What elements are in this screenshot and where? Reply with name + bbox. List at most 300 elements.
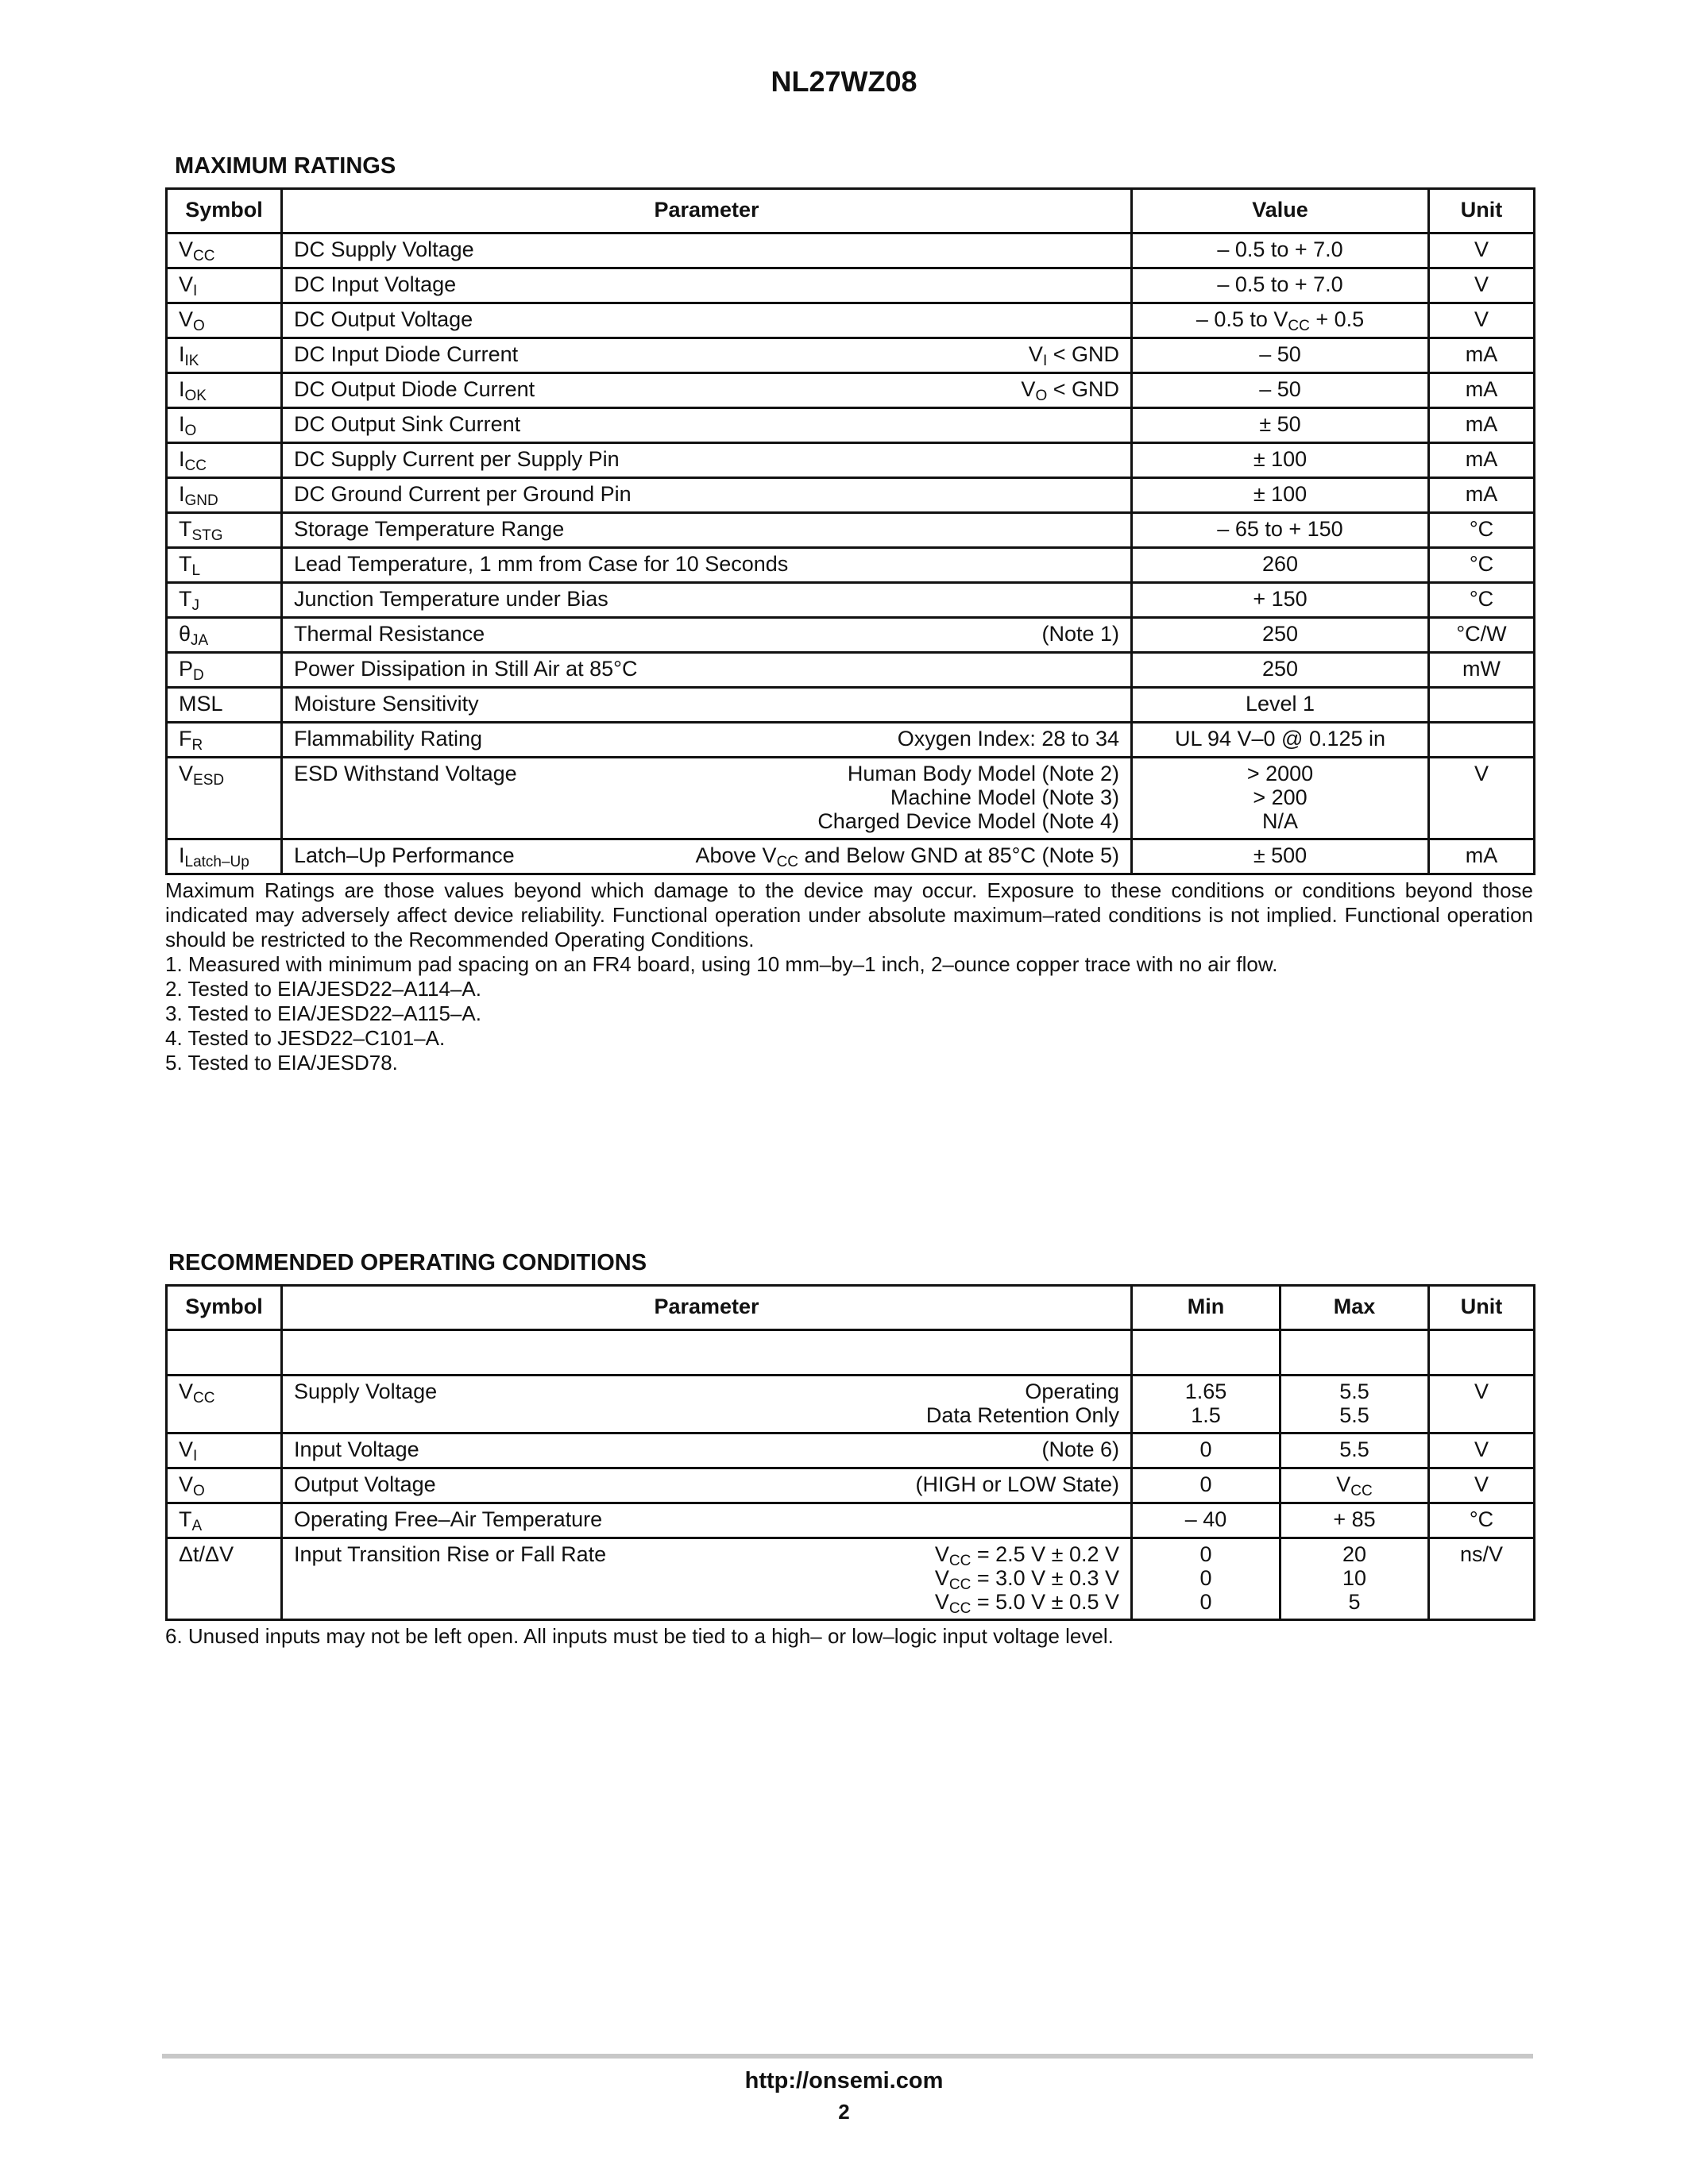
footer-rule	[162, 2054, 1533, 2059]
table-row	[167, 1376, 1535, 1433]
parameter-name: Latch–Up Performance	[294, 843, 515, 867]
parameter-wrap	[294, 1437, 1119, 1462]
parameter-name: DC Input Diode Current	[294, 342, 519, 366]
unit-cell: V	[1429, 303, 1535, 338]
parameter-name: DC Supply Current per Supply Pin	[294, 447, 620, 471]
condition-line: Operating	[1025, 1379, 1119, 1403]
parameter-cell	[282, 373, 1132, 408]
parameter-cell	[282, 408, 1132, 443]
rec-conditions-blank-row	[167, 1330, 1535, 1376]
min-value-line: 0	[1199, 1590, 1212, 1614]
parameter-wrap	[294, 762, 1119, 833]
parameter-cell	[282, 688, 1132, 723]
parameter-wrap	[294, 412, 1119, 437]
value-text: ± 100	[1253, 482, 1308, 506]
table-row	[167, 1433, 1535, 1468]
table-row	[167, 478, 1535, 513]
value-line: N/A	[1261, 809, 1298, 833]
unit-cell: mA	[1429, 443, 1535, 478]
vcc-condition-text: = 5.0 V ± 0.5 V	[971, 1590, 1119, 1614]
parameter-name: Thermal Resistance	[294, 622, 485, 646]
col-header-min: Min	[1132, 1286, 1280, 1330]
symbol-text: I	[179, 342, 185, 366]
footnote: 2. Tested to EIA/JESD22–A114–A.	[165, 977, 481, 1001]
symbol-cell	[167, 1503, 282, 1538]
max-value	[1292, 1437, 1416, 1461]
parameter-cell	[282, 338, 1132, 373]
table-row	[167, 583, 1535, 618]
max-value-subscript: CC	[1350, 1483, 1373, 1499]
col-header-parameter: Parameter	[282, 189, 1132, 233]
condition-text: < GND	[1047, 342, 1119, 366]
parameter-condition	[1029, 342, 1119, 367]
parameter-cell	[282, 478, 1132, 513]
parameter-wrap	[294, 552, 1119, 577]
condition-text: V	[1028, 342, 1043, 366]
symbol-subscript: O	[193, 318, 205, 334]
col-header-symbol: Symbol	[167, 189, 282, 233]
vcc-condition-text: = 2.5 V ± 0.2 V	[971, 1542, 1119, 1566]
symbol-subscript: L	[191, 562, 201, 579]
parameter-cell	[282, 839, 1132, 874]
symbol-cell	[167, 548, 282, 583]
value-cell	[1132, 548, 1429, 583]
table-row	[167, 1468, 1535, 1503]
symbol-cell	[167, 1538, 282, 1620]
table-row	[167, 373, 1535, 408]
max-value-line: 10	[1342, 1566, 1367, 1590]
parameter-name: Power Dissipation in Still Air at 85°C	[294, 657, 638, 681]
col-header-value: Value	[1132, 189, 1429, 233]
min-value	[1144, 1542, 1268, 1614]
parameter-condition	[915, 1472, 1119, 1496]
vcc-condition-subscript: CC	[948, 1576, 971, 1593]
condition-line: (Note 6)	[1041, 1437, 1119, 1461]
value-text: ± 100	[1253, 447, 1308, 471]
parameter-cell	[282, 1503, 1132, 1538]
table-row	[167, 618, 1535, 653]
vcc-condition-subscript: CC	[948, 1553, 971, 1569]
min-value-line: 1.5	[1191, 1403, 1221, 1427]
vcc-condition-text: V	[934, 1542, 949, 1566]
symbol-subscript: JA	[191, 632, 209, 649]
symbol-text: V	[179, 762, 194, 785]
col-header-max: Max	[1280, 1286, 1429, 1330]
max-value-text: V	[1336, 1472, 1351, 1496]
min-value	[1144, 1472, 1268, 1496]
value-text: – 0.5 to + 7.0	[1217, 272, 1343, 296]
condition-text: Oxygen Index: 28 to 34	[897, 727, 1119, 751]
max-cell	[1280, 1376, 1429, 1433]
parameter-cell	[282, 1433, 1132, 1468]
parameter-name: Storage Temperature Range	[294, 517, 565, 541]
symbol-cell	[167, 443, 282, 478]
symbol-cell	[167, 233, 282, 268]
symbol-cell	[167, 303, 282, 338]
value-text: + 0.5	[1309, 307, 1365, 331]
symbol-text: I	[179, 412, 185, 436]
parameter-cell	[282, 303, 1132, 338]
value-text: 250	[1261, 622, 1299, 646]
col-header-unit: Unit	[1429, 1286, 1535, 1330]
parameter-cell	[282, 268, 1132, 303]
max-value-line: + 85	[1333, 1507, 1376, 1531]
parameter-cell	[282, 513, 1132, 548]
value-text: 250	[1261, 657, 1299, 681]
value-text: – 50	[1259, 377, 1301, 401]
max-ratings-header-row	[167, 189, 1535, 233]
symbol-cell	[167, 688, 282, 723]
col-header-unit: Unit	[1429, 189, 1535, 233]
symbol-text: P	[179, 657, 194, 681]
condition-subscript: CC	[776, 854, 799, 870]
unit-cell	[1429, 688, 1535, 723]
parameter-wrap	[294, 307, 1119, 332]
parameter-cell	[282, 758, 1132, 839]
symbol-cell	[167, 758, 282, 839]
condition-line: (HIGH or LOW State)	[915, 1472, 1119, 1496]
min-cell	[1132, 1538, 1280, 1620]
min-value-line: – 40	[1184, 1507, 1227, 1531]
symbol-cell	[167, 1376, 282, 1433]
max-ratings-table	[165, 187, 1535, 875]
parameter-name: DC Output Diode Current	[294, 377, 535, 401]
condition-text: (Note 1)	[1041, 622, 1119, 646]
symbol-cell	[167, 583, 282, 618]
unit-cell: mW	[1429, 653, 1535, 688]
parameter-cell	[282, 1376, 1132, 1433]
min-value	[1144, 1507, 1268, 1531]
max-value	[1292, 1507, 1416, 1531]
parameter-cell	[282, 618, 1132, 653]
min-cell	[1132, 1503, 1280, 1538]
symbol-text: Δt/ΔV	[179, 1542, 234, 1566]
symbol-subscript: STG	[191, 527, 223, 544]
value	[1196, 307, 1365, 334]
table-row	[167, 233, 1535, 268]
table-row	[167, 723, 1535, 758]
unit-cell: mA	[1429, 478, 1535, 513]
symbol-subscript: CC	[193, 248, 215, 264]
footnote: 3. Tested to EIA/JESD22–A115–A.	[165, 1001, 481, 1025]
condition-line	[934, 1590, 1119, 1617]
parameter-condition	[926, 1379, 1119, 1427]
value-text: – 0.5 to V	[1196, 307, 1288, 331]
value-text: ± 500	[1253, 843, 1308, 867]
value-cell	[1132, 303, 1429, 338]
value-cell	[1132, 513, 1429, 548]
symbol-cell	[167, 618, 282, 653]
condition	[1021, 377, 1119, 404]
parameter-name: Supply Voltage	[294, 1379, 438, 1403]
parameter-cell	[282, 653, 1132, 688]
symbol-text: V	[179, 1472, 194, 1496]
value-cell	[1132, 839, 1429, 874]
symbol-cell	[167, 1433, 282, 1468]
max-ratings-title: MAXIMUM RATINGS	[175, 153, 396, 179]
min-value-line: 0	[1199, 1437, 1212, 1461]
min-value	[1144, 1379, 1268, 1427]
page-number: 2	[838, 2100, 850, 2124]
max-cell	[1280, 1503, 1429, 1538]
min-value-line: 1.65	[1184, 1379, 1227, 1403]
unit-cell: °C	[1429, 513, 1535, 548]
unit-cell: mA	[1429, 373, 1535, 408]
value-cell	[1132, 443, 1429, 478]
max-ratings-disclaimer: Maximum Ratings are those values beyond which damage to the device may occur. Exposure to these conditions or conditions beyond those indicated may adversely affect device reliability. Functional operation under absolute maximum–rated conditions is not implied. Functional operation should be restricted to the Recommended Operating Conditions.	[165, 878, 1533, 951]
symbol-subscript: ESD	[193, 772, 225, 789]
parameter-wrap	[294, 843, 1119, 868]
vcc-condition	[934, 1566, 1119, 1593]
parameter-name: Input Voltage	[294, 1437, 419, 1461]
symbol-text: V	[179, 307, 194, 331]
symbol-text: I	[179, 843, 185, 867]
max-value-line: 5.5	[1339, 1379, 1369, 1403]
value-cell	[1132, 338, 1429, 373]
parameter-name: DC Output Sink Current	[294, 412, 521, 436]
symbol-subscript: D	[193, 667, 204, 684]
max-value	[1336, 1472, 1373, 1499]
value-text: – 0.5 to + 7.0	[1217, 237, 1343, 261]
max-value-line: 20	[1342, 1542, 1367, 1566]
max-value-line: 5.5	[1339, 1403, 1369, 1427]
condition	[1028, 342, 1119, 369]
unit-cell: mA	[1429, 839, 1535, 874]
parameter-name: DC Ground Current per Ground Pin	[294, 482, 632, 506]
parameter-cell	[282, 548, 1132, 583]
parameter-wrap	[294, 1379, 1119, 1427]
unit-cell: °C	[1429, 548, 1535, 583]
parameter-cell	[282, 723, 1132, 758]
condition-text: and Below GND at 85°C (Note 5)	[798, 843, 1119, 867]
unit-cell: V	[1429, 1468, 1535, 1503]
symbol-text: I	[179, 447, 185, 471]
table-row	[167, 1503, 1535, 1538]
rec-conditions-table	[165, 1284, 1535, 1621]
parameter-wrap	[294, 342, 1119, 367]
footer-url: http://onsemi.com	[744, 2068, 944, 2093]
parameter-name: Operating Free–Air Temperature	[294, 1507, 603, 1531]
footnote: 1. Measured with minimum pad spacing on an FR4 board, using 10 mm–by–1 inch, 2–ounce copper trace with no air flow.	[165, 952, 1278, 976]
symbol-subscript: Latch–Up	[184, 854, 249, 870]
min-cell	[1132, 1433, 1280, 1468]
unit-cell	[1429, 723, 1535, 758]
parameter-wrap	[294, 237, 1119, 262]
col-header-symbol: Symbol	[167, 1286, 282, 1330]
rec-conditions-header-row	[167, 1286, 1535, 1330]
max-value	[1292, 1379, 1416, 1427]
condition	[817, 762, 1119, 833]
parameter-condition	[817, 762, 1119, 833]
vcc-condition-text: V	[934, 1566, 949, 1590]
value-cell	[1132, 653, 1429, 688]
value-line: > 2000	[1246, 762, 1314, 785]
table-row	[167, 758, 1535, 839]
parameter-cell	[282, 583, 1132, 618]
symbol-text: I	[179, 377, 185, 401]
symbol-text: T	[179, 1507, 192, 1531]
table-row	[167, 338, 1535, 373]
min-value-line: 0	[1199, 1566, 1212, 1590]
parameter-condition	[1021, 377, 1119, 402]
max-value-line: 5.5	[1339, 1437, 1369, 1461]
symbol-text: V	[179, 1379, 194, 1403]
symbol-cell	[167, 268, 282, 303]
parameter-wrap	[294, 727, 1119, 751]
min-cell	[1132, 1376, 1280, 1433]
condition	[934, 1542, 1119, 1617]
value	[1144, 762, 1416, 833]
symbol-text: V	[179, 237, 194, 261]
table-row	[167, 513, 1535, 548]
value-subscript: CC	[1288, 318, 1310, 334]
max-value-line: 5	[1348, 1590, 1361, 1614]
symbol-cell	[167, 373, 282, 408]
condition	[695, 843, 1119, 870]
condition-line	[934, 1542, 1119, 1569]
parameter-name: ESD Withstand Voltage	[294, 762, 517, 785]
symbol-cell	[167, 513, 282, 548]
condition-line	[934, 1566, 1119, 1593]
parameter-wrap	[294, 517, 1119, 542]
condition	[926, 1379, 1119, 1427]
rec-conditions-title: RECOMMENDED OPERATING CONDITIONS	[168, 1250, 647, 1275]
parameter-wrap	[294, 482, 1119, 507]
symbol-subscript: O	[184, 423, 197, 439]
document-title: NL27WZ08	[771, 65, 917, 98]
value-cell	[1132, 408, 1429, 443]
parameter-cell	[282, 443, 1132, 478]
value-cell	[1132, 618, 1429, 653]
parameter-wrap	[294, 1542, 1119, 1617]
value-text: – 65 to + 150	[1217, 517, 1343, 541]
table-row	[167, 268, 1535, 303]
min-value-line: 0	[1199, 1542, 1212, 1566]
table-row	[167, 548, 1535, 583]
vcc-condition-subscript: CC	[948, 1600, 971, 1617]
parameter-name: Moisture Sensitivity	[294, 692, 479, 716]
table-row	[167, 653, 1535, 688]
symbol-cell	[167, 478, 282, 513]
value-cell	[1132, 478, 1429, 513]
parameter-wrap	[294, 1472, 1119, 1497]
unit-cell: V	[1429, 233, 1535, 268]
symbol-subscript: O	[193, 1483, 205, 1499]
parameter-wrap	[294, 377, 1119, 402]
table-row	[167, 1538, 1535, 1620]
parameter-name: DC Input Voltage	[294, 272, 457, 296]
min-value-line: 0	[1199, 1472, 1212, 1496]
parameter-wrap	[294, 272, 1119, 297]
symbol-text: I	[179, 482, 185, 506]
condition-line: Machine Model (Note 3)	[890, 785, 1119, 809]
symbol-subscript: GND	[184, 492, 218, 509]
vcc-condition	[934, 1542, 1119, 1569]
parameter-name: Lead Temperature, 1 mm from Case for 10 Seconds	[294, 552, 789, 576]
symbol-cell	[167, 723, 282, 758]
parameter-condition	[1041, 1437, 1119, 1461]
parameter-name: DC Supply Voltage	[294, 237, 474, 261]
symbol-subscript: I	[193, 1448, 198, 1464]
table-row	[167, 408, 1535, 443]
value-text: + 150	[1253, 587, 1308, 611]
symbol-text: θ	[179, 622, 191, 646]
parameter-name: Junction Temperature under Bias	[294, 587, 608, 611]
parameter-name: Output Voltage	[294, 1472, 436, 1496]
vcc-condition-text: = 3.0 V ± 0.3 V	[971, 1566, 1119, 1590]
value-text: ± 50	[1259, 412, 1301, 436]
symbol-subscript: J	[191, 597, 199, 614]
footnote: 5. Tested to EIA/JESD78.	[165, 1051, 398, 1075]
condition-text: < GND	[1047, 377, 1119, 401]
value-cell	[1132, 723, 1429, 758]
unit-cell: V	[1429, 268, 1535, 303]
condition-subscript: O	[1035, 388, 1048, 404]
max-cell	[1280, 1433, 1429, 1468]
min-cell	[1132, 1468, 1280, 1503]
max-cell	[1280, 1538, 1429, 1620]
value-cell	[1132, 233, 1429, 268]
condition-text: V	[1021, 377, 1036, 401]
value-cell	[1132, 688, 1429, 723]
unit-cell: V	[1429, 1376, 1535, 1433]
symbol-text: MSL	[179, 692, 223, 716]
value-cell	[1132, 583, 1429, 618]
value-text: 260	[1261, 552, 1299, 576]
col-header-parameter: Parameter	[282, 1286, 1132, 1330]
symbol-text: T	[179, 587, 192, 611]
symbol-cell	[167, 653, 282, 688]
symbol-subscript: R	[191, 737, 203, 754]
parameter-condition	[934, 1542, 1119, 1617]
value-text: UL 94 V–0 @ 0.125 in	[1174, 727, 1386, 751]
symbol-cell	[167, 1468, 282, 1503]
value-cell	[1132, 268, 1429, 303]
table-row	[167, 303, 1535, 338]
parameter-cell	[282, 233, 1132, 268]
footnote: 6. Unused inputs may not be left open. All inputs must be tied to a high– or low–logic input voltage level.	[165, 1624, 1114, 1648]
condition-subscript: I	[1042, 353, 1048, 369]
parameter-wrap	[294, 587, 1119, 612]
condition-line: Charged Device Model (Note 4)	[817, 809, 1119, 833]
min-value	[1144, 1437, 1268, 1461]
value-text: Level 1	[1245, 692, 1315, 716]
vcc-condition-text: V	[934, 1590, 949, 1614]
symbol-subscript: OK	[184, 388, 207, 404]
parameter-condition	[695, 843, 1119, 868]
table-row	[167, 443, 1535, 478]
condition-text: Above V	[695, 843, 777, 867]
symbol-cell	[167, 839, 282, 874]
symbol-text: V	[179, 272, 194, 296]
parameter-wrap	[294, 657, 1119, 681]
parameter-wrap	[294, 1507, 1119, 1532]
unit-cell: °C	[1429, 1503, 1535, 1538]
symbol-text: V	[179, 1437, 194, 1461]
unit-cell: V	[1429, 758, 1535, 839]
symbol-subscript: A	[191, 1518, 203, 1534]
unit-cell: mA	[1429, 408, 1535, 443]
unit-cell: mA	[1429, 338, 1535, 373]
table-row	[167, 839, 1535, 874]
footnote: 4. Tested to JESD22–C101–A.	[165, 1026, 446, 1050]
symbol-cell	[167, 338, 282, 373]
parameter-condition	[1041, 622, 1119, 646]
parameter-wrap	[294, 692, 1119, 716]
unit-cell: °C	[1429, 583, 1535, 618]
condition-line: Data Retention Only	[925, 1403, 1119, 1427]
parameter-cell	[282, 1538, 1132, 1620]
